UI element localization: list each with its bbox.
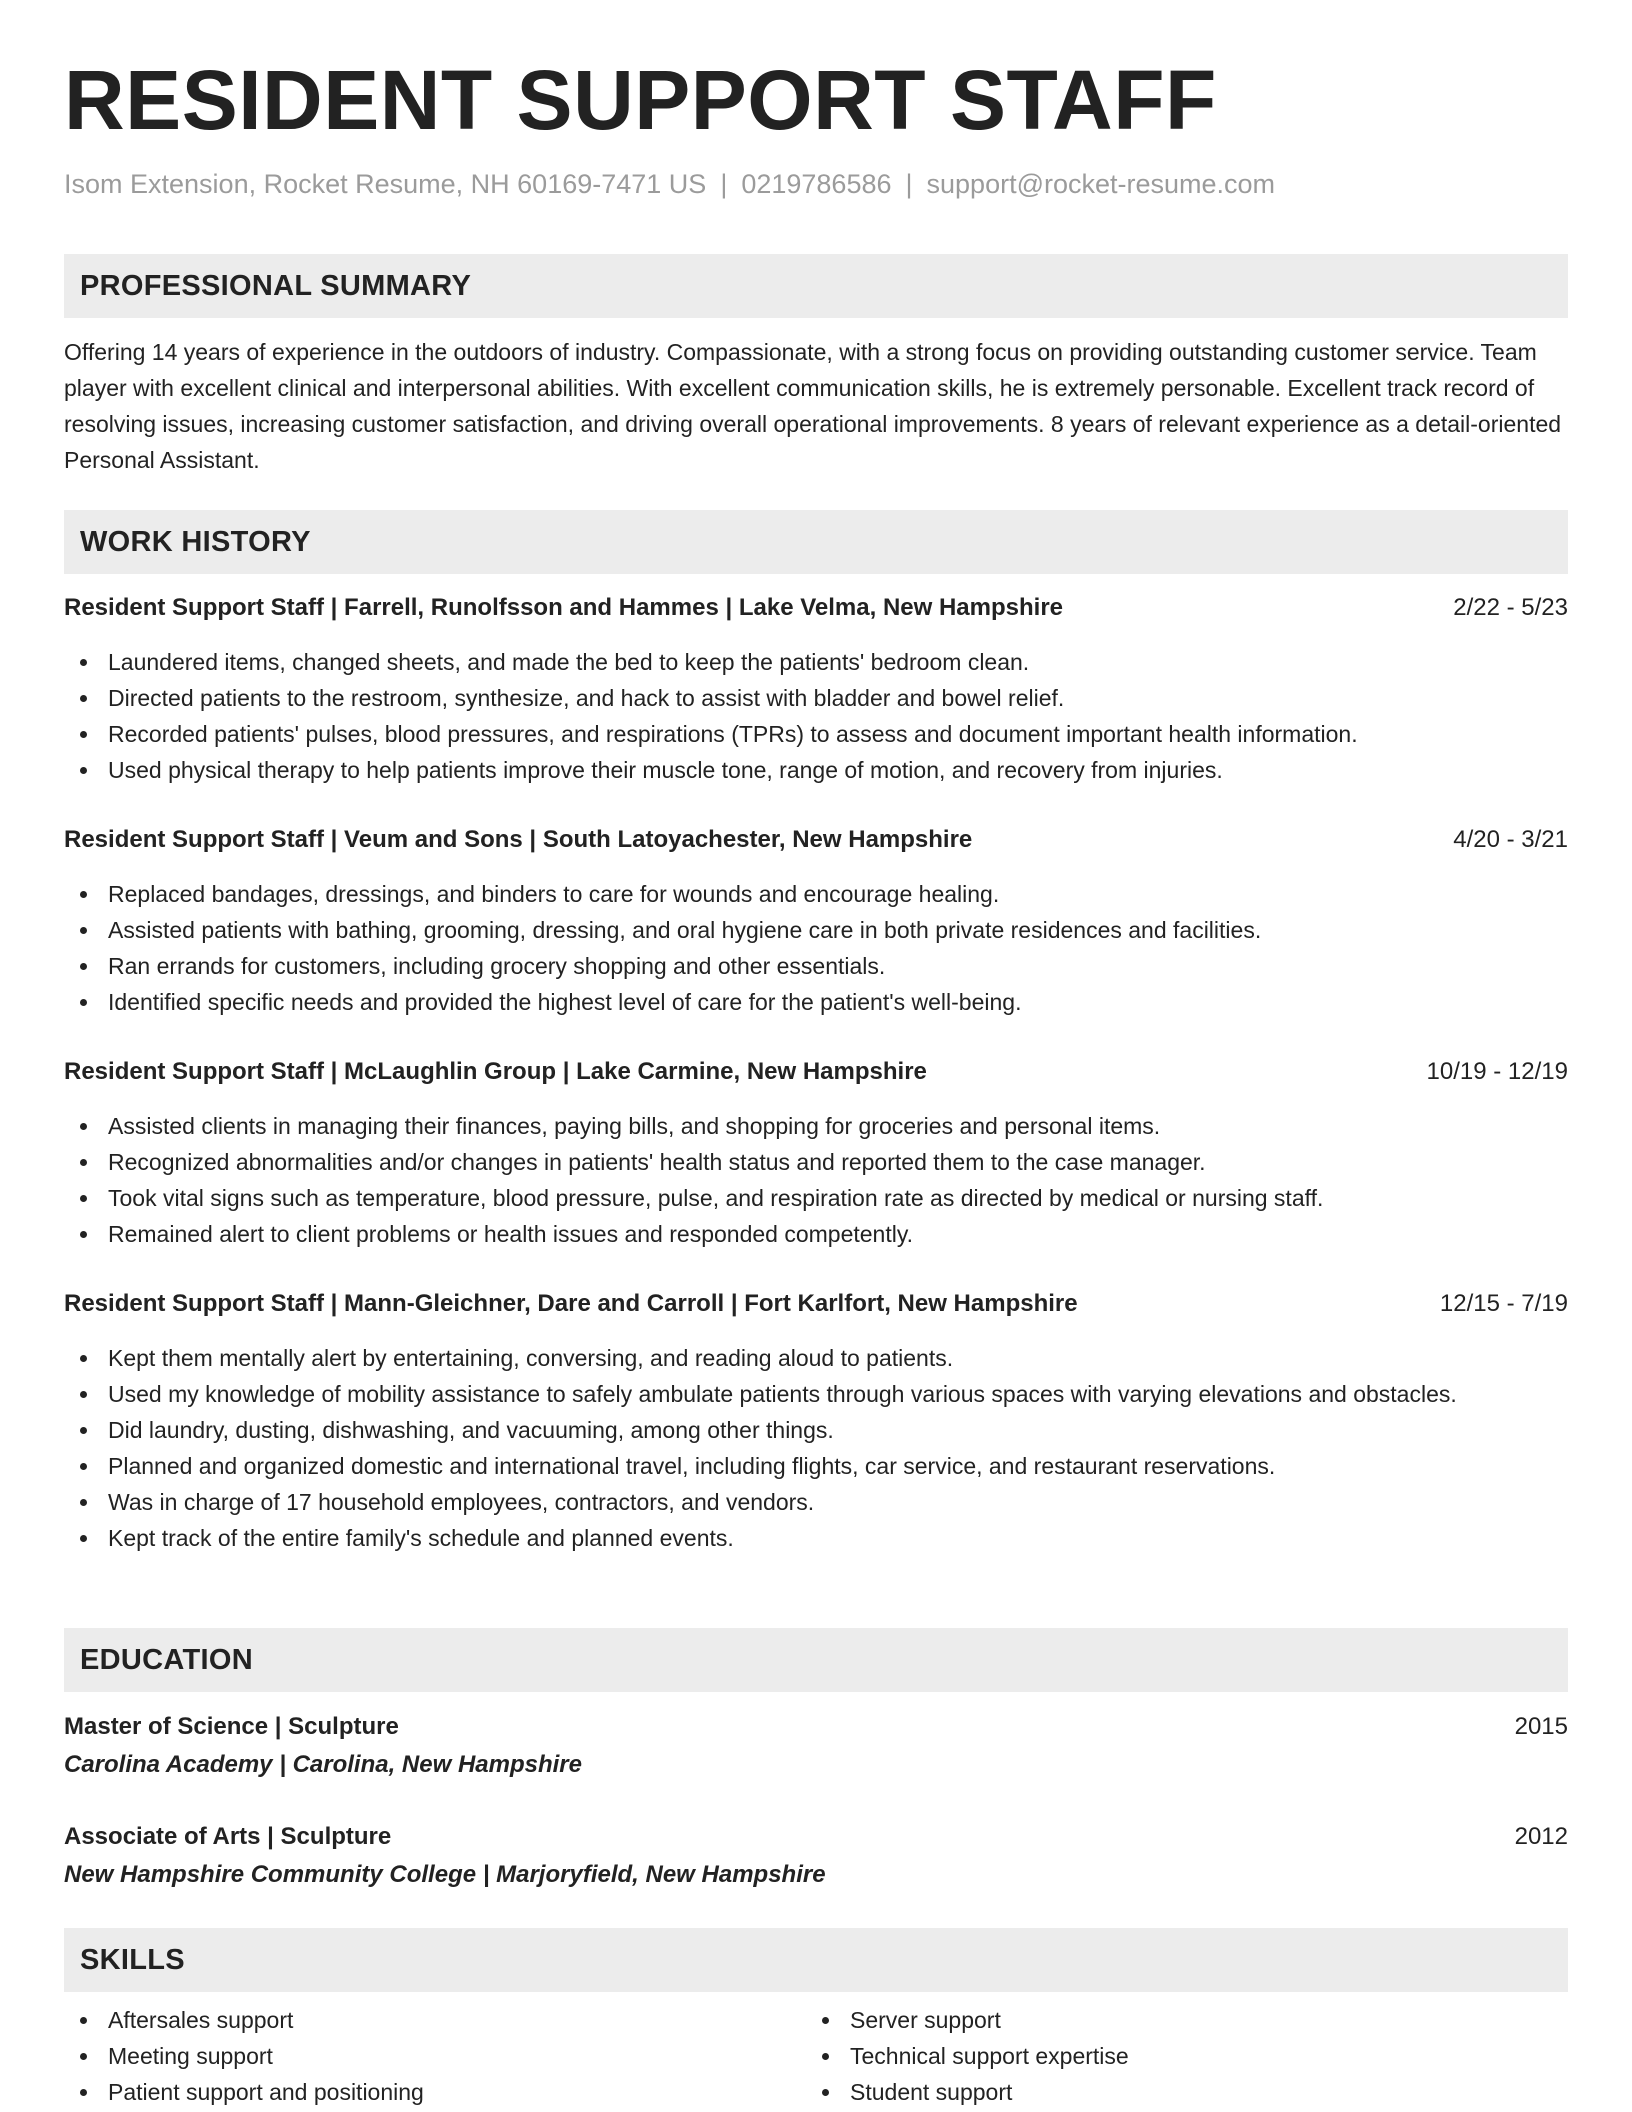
job-bullet: Remained alert to client problems or health issues and responded competently. (64, 1216, 1568, 1252)
job-bullet: Was in charge of 17 household employees, contractors, and vendors. (64, 1484, 1568, 1520)
job-header (64, 590, 1568, 626)
contact-phone: 0219786586 (741, 169, 892, 199)
job-dates: 12/15 - 7/19 (1439, 1290, 1568, 1317)
education-school: New Hampshire Community College | Marjoryfield, New Hampshire (64, 1861, 826, 1888)
job-bullets (64, 1108, 1568, 1252)
education-header (64, 1819, 1568, 1855)
skills-column-left (64, 2002, 804, 2110)
job-header (64, 1054, 1568, 1090)
education-header (64, 1709, 1568, 1745)
skill-item: Meeting support (64, 2038, 804, 2074)
job-dates: 10/19 - 12/19 (1426, 1058, 1568, 1085)
job-title: Resident Support Staff | McLaughlin Group | Lake Carmine, New Hampshire (64, 1058, 927, 1085)
job-dates: 4/20 - 3/21 (1453, 826, 1568, 853)
job-title: Resident Support Staff | Veum and Sons | South Latoyachester, New Hampshire (64, 826, 973, 853)
job-entry (64, 1286, 1568, 1556)
skill-item: Patient support and positioning (64, 2074, 804, 2110)
skill-item: Aftersales support (64, 2002, 804, 2038)
contact-separator: | (720, 169, 728, 199)
job-bullet: Kept them mentally alert by entertaining, conversing, and reading aloud to patients. (64, 1340, 1568, 1376)
job-bullets (64, 644, 1568, 788)
job-bullet: Kept track of the entire family's schedule and planned events. (64, 1520, 1568, 1556)
job-bullet: Used physical therapy to help patients improve their muscle tone, range of motion, and recovery from injuries. (64, 752, 1568, 788)
job-dates: 2/22 - 5/23 (1453, 594, 1568, 621)
skills-list (806, 2002, 1568, 2110)
skill-item: Technical support expertise (806, 2038, 1568, 2074)
job-bullet: Recognized abnormalities and/or changes in patients' health status and reported them to the case manager. (64, 1144, 1568, 1180)
education-entry (64, 1709, 1568, 1785)
work-history-section-header: WORK HISTORY (64, 510, 1568, 574)
education-degree: Associate of Arts | Sculpture (64, 1823, 392, 1850)
job-title: Resident Support Staff | Farrell, Runolfsson and Hammes | Lake Velma, New Hampshire (64, 594, 1064, 621)
job-bullet: Did laundry, dusting, dishwashing, and vacuuming, among other things. (64, 1412, 1568, 1448)
education-section-header: EDUCATION (64, 1628, 1568, 1692)
job-bullet: Replaced bandages, dressings, and binders to care for wounds and encourage healing. (64, 876, 1568, 912)
job-bullet: Took vital signs such as temperature, blood pressure, pulse, and respiration rate as directed by medical or nursing staff. (64, 1180, 1568, 1216)
education-school: Carolina Academy | Carolina, New Hampshire (64, 1751, 582, 1778)
skills-section-header: SKILLS (64, 1928, 1568, 1992)
job-entry (64, 590, 1568, 788)
summary-text: Offering 14 years of experience in the outdoors of industry. Compassionate, with a strong focus on providing outstanding customer service. Team player with excellent clinical and interpersonal abilities. With excellent communication skills, he is extremely personable. Excellent track record of resolving issues, increasing customer satisfaction, and driving overall operational improvements. 8 years of relevant experience as a detail-oriented Personal Assistant. (64, 339, 1562, 473)
summary-section-header: PROFESSIONAL SUMMARY (64, 254, 1568, 318)
contact-email[interactable]: support@rocket-resume.com (926, 169, 1276, 199)
skill-item: Server support (806, 2002, 1568, 2038)
education-degree: Master of Science | Sculpture (64, 1713, 399, 1740)
education-year: 2015 (1514, 1713, 1568, 1740)
skill-item: Student support (806, 2074, 1568, 2110)
education-entry (64, 1819, 1568, 1895)
job-entry (64, 822, 1568, 1020)
job-bullets (64, 876, 1568, 1020)
resume-name: RESIDENT SUPPORT STAFF (64, 53, 1217, 147)
job-header (64, 1286, 1568, 1322)
job-bullet: Ran errands for customers, including grocery shopping and other essentials. (64, 948, 1568, 984)
job-bullet: Assisted clients in managing their finances, paying bills, and shopping for groceries and personal items. (64, 1108, 1568, 1144)
job-bullet: Laundered items, changed sheets, and made the bed to keep the patients' bedroom clean. (64, 644, 1568, 680)
job-entry (64, 1054, 1568, 1252)
job-title: Resident Support Staff | Mann-Gleichner, Dare and Carroll | Fort Karlfort, New Hampshire (64, 1290, 1078, 1317)
job-bullet: Planned and organized domestic and international travel, including flights, car service, and restaurant reservations. (64, 1448, 1568, 1484)
contact-line (64, 168, 1275, 200)
job-bullet: Recorded patients' pulses, blood pressures, and respirations (TPRs) to assess and document important health information. (64, 716, 1568, 752)
contact-separator: | (905, 169, 913, 199)
job-bullet: Directed patients to the restroom, synthesize, and hack to assist with bladder and bowel relief. (64, 680, 1568, 716)
contact-address: Isom Extension, Rocket Resume, NH 60169-7471 US (64, 169, 707, 199)
job-bullet: Used my knowledge of mobility assistance to safely ambulate patients through various spaces with varying elevations and obstacles. (64, 1376, 1568, 1412)
job-bullet: Assisted patients with bathing, grooming, dressing, and oral hygiene care in both private residences and facilities. (64, 912, 1568, 948)
job-header (64, 822, 1568, 858)
job-bullets (64, 1340, 1568, 1556)
skills-list (64, 2002, 804, 2110)
skills-column-right (806, 2002, 1568, 2110)
job-bullet: Identified specific needs and provided the highest level of care for the patient's well-being. (64, 984, 1568, 1020)
education-year: 2012 (1514, 1823, 1568, 1850)
